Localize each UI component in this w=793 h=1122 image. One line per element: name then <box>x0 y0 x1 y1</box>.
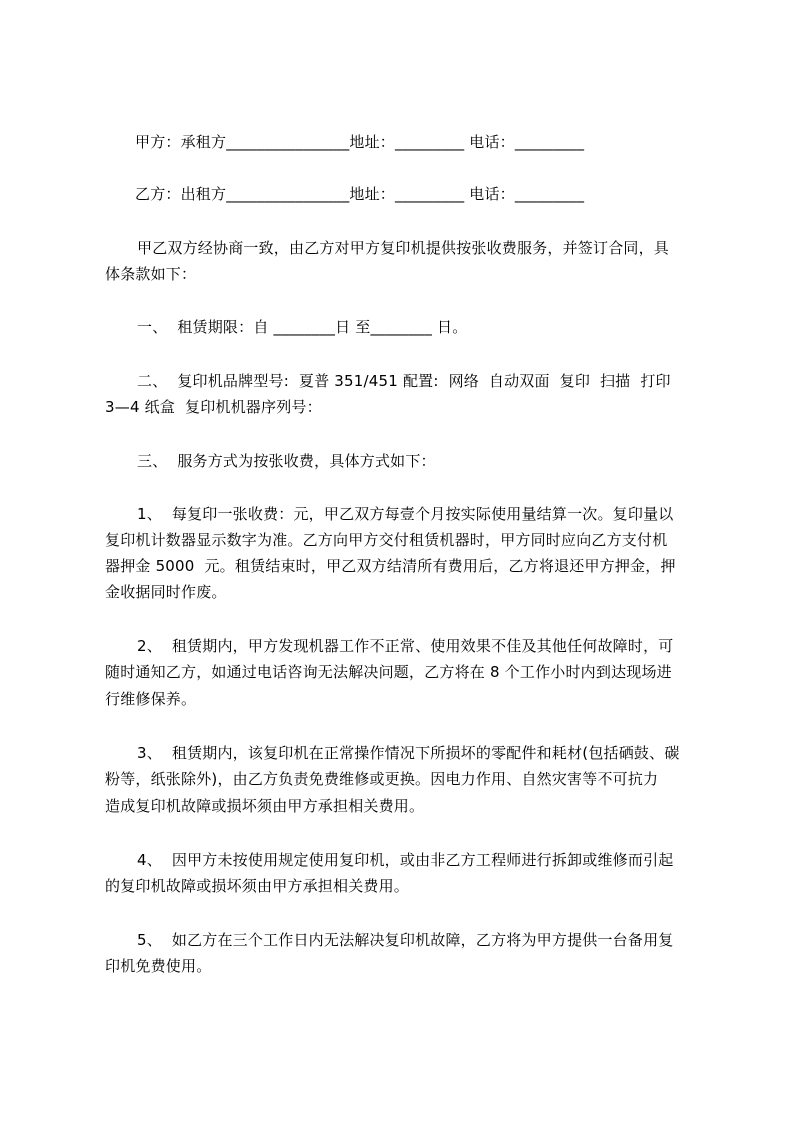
intro-line-1: 甲乙双方经协商一致，由乙方对甲方复印机提供按张收费服务，并签订合同，具 <box>137 239 670 257</box>
clause-2-line-1: 二、 复印机品牌型号: 夏普 351/451 配置: 网络 自动双面 复印 扫描 打印 <box>137 372 671 390</box>
item-1-line-3: 器押金 5000 元。租赁结束时，甲乙双方结清所有费用后，乙方将退还甲方押金，押 <box>105 557 676 575</box>
item-4-line-2: 的复印机故障或损坏须由甲方承担相关费用。 <box>105 877 410 895</box>
item-3-line-3: 造成复印机故障或损坏须由甲方承担相关费用。 <box>105 797 425 815</box>
party-b-line: 乙方：出租方________________地址：_________ 电话：_________ <box>135 185 585 203</box>
item-4-line-1: 4、 因甲方未按使用规定使用复印机，或由非乙方工程师进行拆卸或维修而引起 <box>137 851 674 869</box>
item-1-line-2: 复印机计数器显示数字为准。乙方向甲方交付租赁机器时，甲方同时应向乙方支付机 <box>105 531 668 549</box>
clause-3-service: 三、 服务方式为按张收费，具体方式如下： <box>137 452 436 470</box>
clause-2-line-2: 3—4 纸盒 复印机机器序列号： <box>105 398 322 416</box>
item-2-line-3: 行维修保养。 <box>105 690 197 708</box>
item-5-line-2: 印机免费使用。 <box>105 957 212 975</box>
item-1-line-1: 1、 每复印一张收费：元，甲乙双方每壹个月按实际使用量结算一次。复印量以 <box>137 505 674 523</box>
item-2-line-1: 2、 租赁期内，甲方发现机器工作不正常、使用效果不佳及其他任何故障时，可 <box>137 637 674 655</box>
item-5-line-1: 5、 如乙方在三个工作日内无法解决复印机故障，乙方将为甲方提供一台备用复 <box>137 931 674 949</box>
clause-1-term: 一、 租赁期限：自 ________日 至________ 日。 <box>137 318 468 336</box>
item-1-line-4: 金收据同时作废。 <box>105 583 227 601</box>
intro-line-2: 体条款如下： <box>105 265 197 283</box>
party-a-line: 甲方：承租方________________地址：_________ 电话：_________ <box>135 133 585 151</box>
item-2-line-2: 随时通知乙方，如通过电话咨询无法解决问题，乙方将在 8 个工作小时内到达现场进 <box>105 663 672 681</box>
item-3-line-1: 3、 租赁期内，该复印机在正常操作情况下所损坏的零配件和耗材(包括硒鼓、碳 <box>137 744 680 762</box>
item-3-line-2: 粉等，纸张除外)，由乙方负责免费维修或更换。因电力作用、自然灾害等不可抗力 <box>105 770 659 788</box>
